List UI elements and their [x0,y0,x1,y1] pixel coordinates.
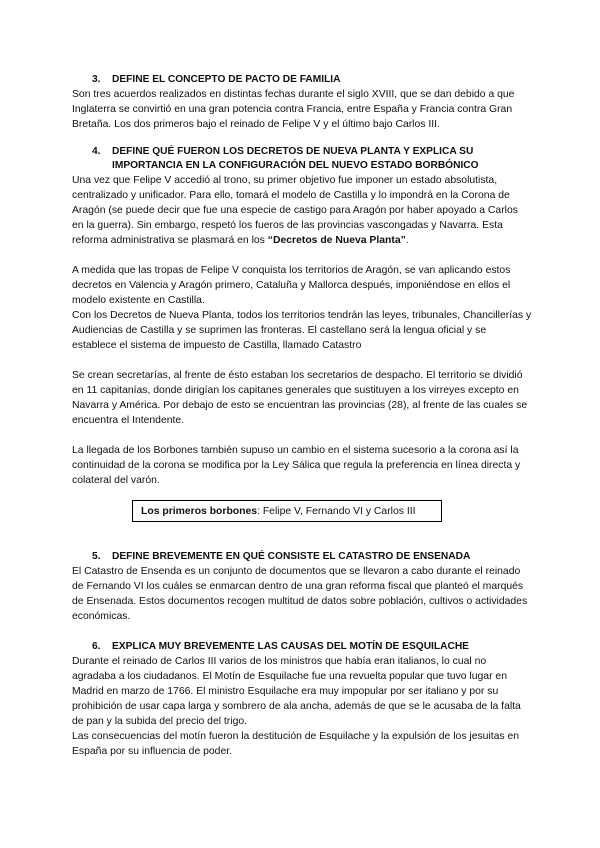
section-title-line1: DEFINE QUÉ FUERON LOS DECRETOS DE NUEVA PLANTA Y EXPLICA SU [112,146,474,157]
section-number: 4. [92,146,101,157]
section-number: 5. [92,551,101,562]
paragraph: Las consecuencias del motín fueron la destitución de Esquilache y la expulsión de los jesuitas en España por su influencia de poder. [72,731,520,757]
paragraph: Se crean secretarías, al frente de ésto estaban los secretarios de despacho. El territorio se dividió en 11 capitanías, donde dirigían los capitanes generales que sustituyen a los virreyes excepto en Navarra y América. Por debajo de esto se encuentran las provincias (28), al frente de las cuales se encuentra el Intendente. [72,370,528,426]
section-5-heading [92,550,470,564]
decretos-emphasis: “Decretos de Nueva Planta” [267,235,406,246]
section-5-body [72,564,532,624]
paragraph-text: Una vez que Felipe V accedió al trono, su primer objetivo fue imponer un estado absolutista, centralizado y unificador. Para ello, tomará el modelo de Castilla y lo impondrá en la Corona de Aragón (se puede decir que fue una especie de castigo para Aragón por haber apoyado a Carlos en la guerra). Sin embargo, respetó los fueros de las provincias vascongadas y Navarra. Esta reforma administrativa se plasmará en los [72,175,518,246]
section-number: 6. [92,641,101,652]
section-4-heading [92,145,532,173]
section-title: DEFINE EL CONCEPTO DE PACTO DE FAMILIA [112,74,341,85]
primeros-borbones-box [132,500,442,522]
section-3-heading [92,73,341,87]
section-title-line2: IMPORTANCIA EN LA CONFIGURACIÓN DEL NUEVO ESTADO BORBÓNICO [112,160,479,171]
section-title: EXPLICA MUY BREVEMENTE LAS CAUSAS DEL MOTÍN DE ESQUILACHE [112,641,469,652]
paragraph: Son tres acuerdos realizados en distintas fechas durante el siglo XVIII, que se dan debido a que Inglaterra se convirtió en una gran potencia contra Francia, entre España y Francia contra Gran Bretaña. Los dos primeros bajo el reinado de Felipe V y el último bajo Carlos III. [72,89,515,130]
box-text: : Felipe V, Fernando VI y Carlos III [257,506,416,517]
section-number: 3. [92,74,101,85]
section-6-body [72,654,532,759]
paragraph: El Catastro de Ensenda es un conjunto de documentos que se llevaron a cabo durante el reinado de Fernando VI los cuáles se enmarcan dentro de una gran reforma fiscal que planteó el marqués de Ensenada. Estos documentos recogen multitud de datos sobre población, cultivos o actividades económicas. [72,566,528,622]
section-3-body [72,87,532,132]
section-4-body [72,173,532,488]
paragraph: A medida que las tropas de Felipe V conquista los territorios de Aragón, se van aplicando estos decretos en Valencia y Aragón primero, Cataluña y Mallorca después, imponiéndose en ellos el modelo existente en Castilla. [72,265,511,306]
paragraph-decretos [72,173,532,248]
box-label: Los primeros borbones [141,506,258,517]
paragraph: La llegada de los Borbones también supuso un cambio en el sistema sucesorio a la corona así la continuidad de la corona se modifica por la Ley Sálica que regula la preferencia en línea directa y colateral del varón. [72,445,521,486]
paragraph: Durante el reinado de Carlos III varios de los ministros que había eran italianos, lo cual no agradaba a los ciudadanos. El Motín de Esquilache fue una revuelta popular que tuvo lugar en Madrid en marzo de 1766. El ministro Esquilache era muy impopular por ser italiano y por su prohibición de usar capa larga y sombrero de ala ancha, además de que se le acusaba de la falta de pan y la subida del precio del trigo. [72,656,521,727]
section-6-heading [92,640,469,654]
paragraph-end: . [405,235,409,246]
paragraph: Con los Decretos de Nueva Planta, todos los territorios tendrán las leyes, tribunales, Chancillerías y Audiencias de Castilla y se suprimen las fronteras. El castellano será la lengua oficial y se establece el sistema de impuesto de Castilla, llamado Catastro [72,310,532,351]
section-title: DEFINE BREVEMENTE EN QUÉ CONSISTE EL CATASTRO DE ENSENADA [112,551,471,562]
